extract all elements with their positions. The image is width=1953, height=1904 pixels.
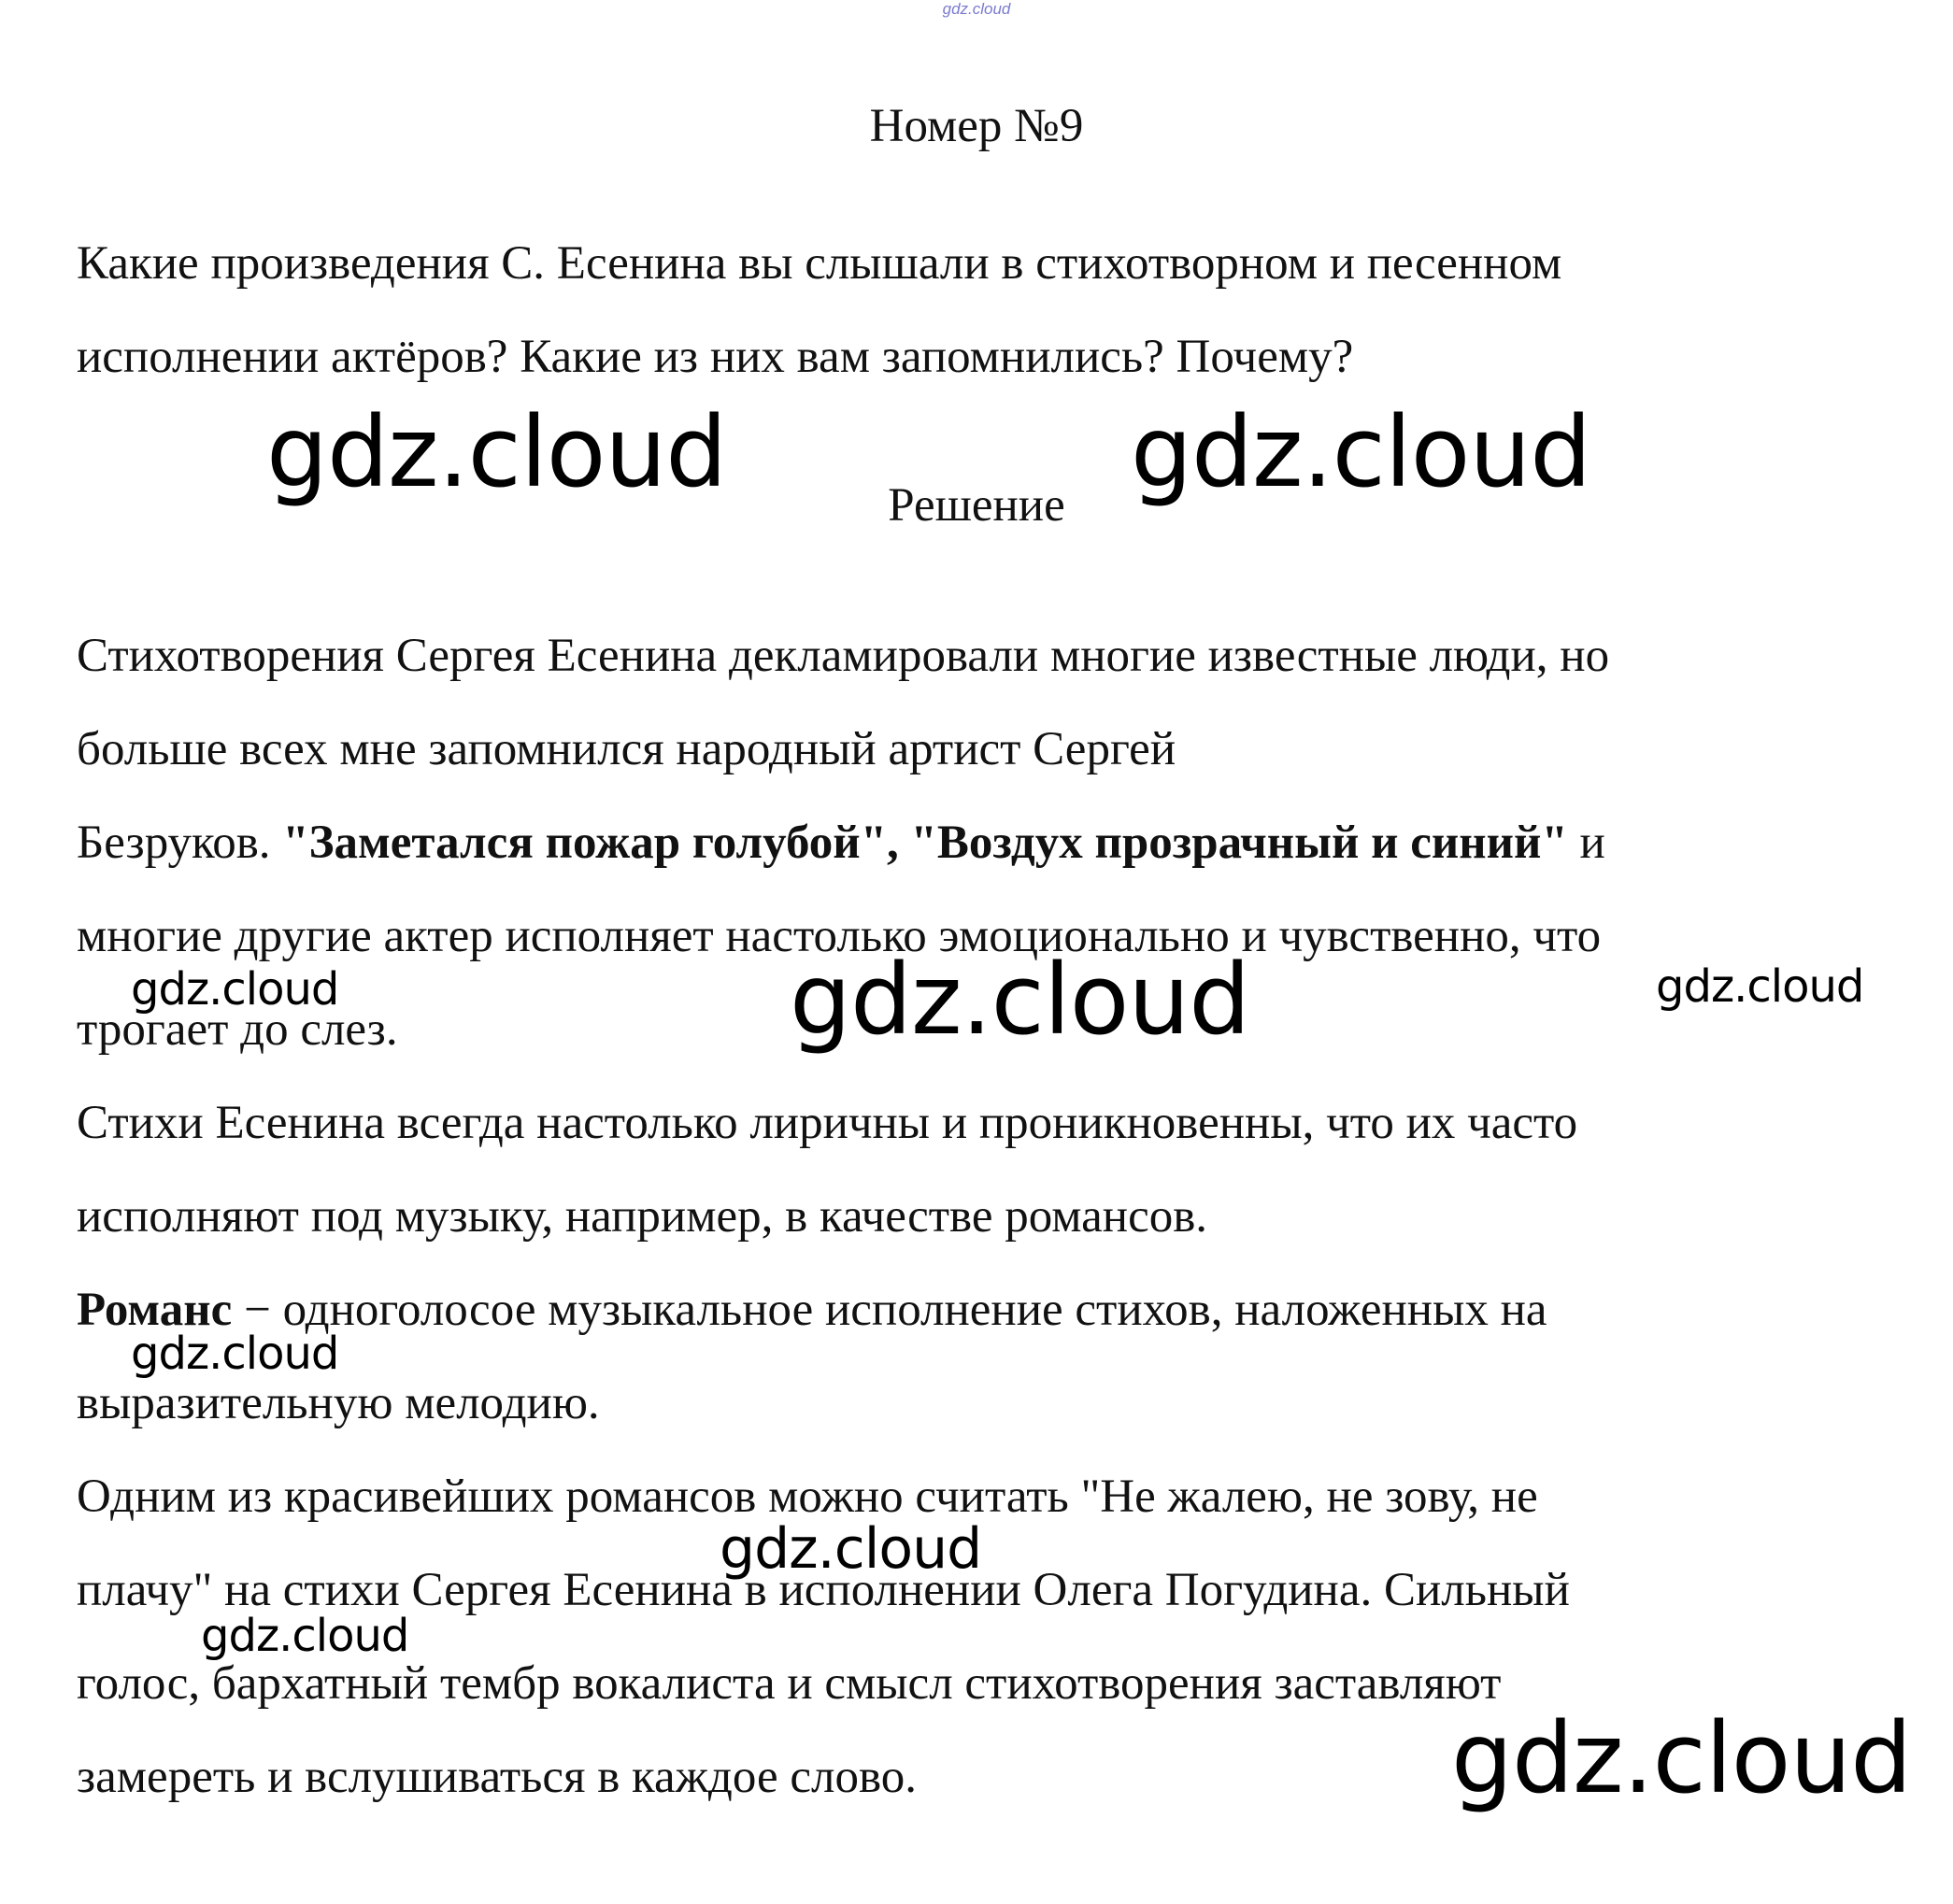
answer-line-prefix: Безруков. bbox=[77, 817, 283, 869]
solution-heading: Решение bbox=[888, 479, 1065, 532]
answer-line: замереть и вслушиваться в каждое слово. bbox=[77, 1751, 917, 1803]
answer-line: голос, бархатный тембр вокалиста и смысл стихотворения заставляют bbox=[77, 1657, 1502, 1710]
watermark: gdz.cloud bbox=[790, 943, 1250, 1057]
term-definition: − одноголосое музыкальное исполнение стихов, наложенных на bbox=[232, 1284, 1547, 1336]
answer-line: Стихи Есенина всегда настолько лиричны и проникновенны, что их часто bbox=[77, 1097, 1578, 1149]
answer-line: выразительную мелодию. bbox=[77, 1377, 600, 1429]
answer-line: Стихотворения Сергея Есенина декламировали многие известные люди, но bbox=[77, 630, 1610, 682]
poem-titles: "Заметался пожар голубой", "Воздух прозрачный и синий" bbox=[282, 817, 1568, 869]
watermark: gdz.cloud bbox=[1131, 395, 1591, 509]
page-title: Номер №9 bbox=[869, 100, 1084, 152]
answer-line: Одним из красивейших романсов можно считать "Не жалею, не зову, не bbox=[77, 1471, 1538, 1523]
question-text bbox=[77, 217, 1561, 404]
site-mark: gdz.cloud bbox=[942, 0, 1011, 18]
answer-line: больше всех мне запомнился народный артист Сергей bbox=[77, 723, 1176, 775]
watermark: gdz.cloud bbox=[1451, 1701, 1912, 1815]
watermark: gdz.cloud bbox=[131, 963, 339, 1016]
watermark: gdz.cloud bbox=[131, 1328, 339, 1380]
watermark: gdz.cloud bbox=[720, 1516, 982, 1582]
answer-line: многие другие актер исполняет настолько эмоционально и чувственно, что bbox=[77, 910, 1602, 962]
watermark: gdz.cloud bbox=[1656, 960, 1864, 1013]
watermark: gdz.cloud bbox=[201, 1610, 409, 1662]
watermark: gdz.cloud bbox=[266, 395, 727, 509]
answer-line: исполняют под музыку, например, в качестве романсов. bbox=[77, 1190, 1208, 1243]
term-romance: Романс bbox=[77, 1284, 233, 1336]
answer-line: плачу" на стихи Сергея Есенина в исполнении Олега Погудина. Сильный bbox=[77, 1564, 1570, 1616]
question-line: Какие произведения С. Есенина вы слышали в стихотворном и песенном bbox=[77, 237, 1562, 290]
question-line: исполнении актёров? Какие из них вам запомнились? Почему? bbox=[77, 331, 1354, 383]
answer-line-suffix: и bbox=[1567, 817, 1605, 869]
answer-line: трогает до слез. bbox=[77, 1003, 398, 1056]
answer-line bbox=[77, 796, 1609, 889]
